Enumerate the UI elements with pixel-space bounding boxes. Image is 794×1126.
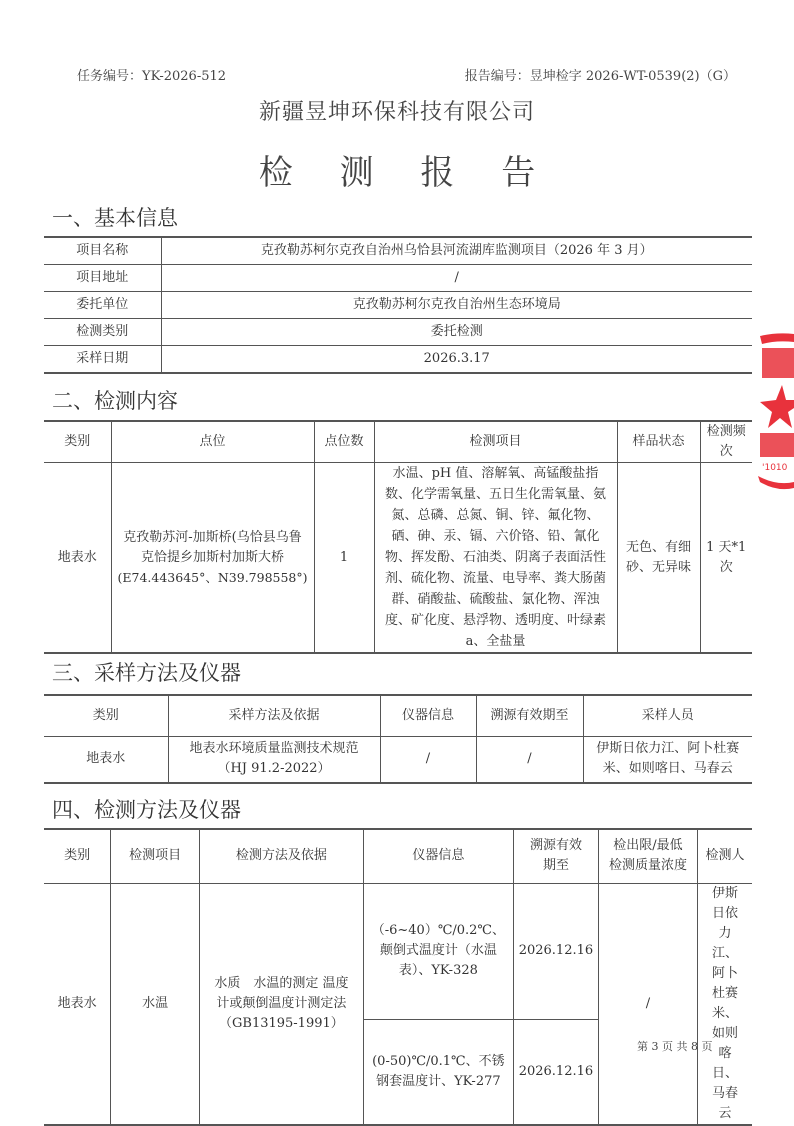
content-table xyxy=(44,420,752,654)
project-address-value: / xyxy=(161,264,752,291)
column-header: 溯源有效期至 xyxy=(476,695,583,736)
frequency-cell: 1 天*1 次 xyxy=(700,463,752,654)
column-header: 仪器信息 xyxy=(380,695,476,736)
column-header: 点位数 xyxy=(314,421,374,463)
column-header: 检测人 xyxy=(698,829,753,883)
section-sampling-heading: 三、采样方法及仪器 xyxy=(52,661,241,685)
table-row xyxy=(44,264,752,291)
test-item-cell: 水温 xyxy=(111,883,200,1125)
table-row xyxy=(44,345,752,373)
table-row xyxy=(44,237,752,264)
sampling-table xyxy=(44,694,752,784)
instrument-info-cell: （-6~40）℃/0.2℃、颠倒式温度计（水温表）、YK-328 xyxy=(363,883,513,1020)
test-items-cell: 水温、pH 值、溶解氧、高锰酸盐指数、化学需氧量、五日生化需氧量、氨氮、总磷、总氮、铜、锌、氟化物、硒、砷、汞、镉、六价铬、铅、氰化物、挥发酚、石油类、阴离子表面活性剂、硫化物、流量、电导率、粪大肠菌群、硝酸盐、硫酸盐、氯化物、浑浊度、矿化度、悬浮物、透明度、叶绿素 a、全盐量 xyxy=(374,463,617,654)
table-row xyxy=(44,463,752,654)
sampling-date-value: 2026.3.17 xyxy=(161,345,752,373)
detection-limit-cell: / xyxy=(598,883,697,1125)
category-cell: 地表水 xyxy=(44,883,111,1125)
valid-until-cell: / xyxy=(476,736,583,783)
seal-stamp-icon xyxy=(752,330,794,490)
table-row xyxy=(44,736,752,783)
sampling-method-name: 地表水环境质量监测技术规范 xyxy=(189,741,359,757)
section-basic-info-heading: 一、基本信息 xyxy=(52,206,178,230)
site-cell xyxy=(111,463,314,654)
tester-cell: 伊斯日依力江、阿卜杜赛米、如则喀日、马春云 xyxy=(698,883,753,1125)
section-content-heading: 二、检测内容 xyxy=(52,389,178,413)
page-number: 第 3 页 共 8 页 xyxy=(637,1040,713,1053)
category-cell: 地表水 xyxy=(44,463,111,654)
basic-info-label: 检测类别 xyxy=(44,318,161,345)
column-header: 检出限/最低检测质量浓度 xyxy=(598,829,697,883)
sampling-method-cell xyxy=(168,736,380,783)
section-testing-heading: 四、检测方法及仪器 xyxy=(52,798,241,822)
test-method-name: 水质 水温的测定 温度计或颠倒温度计测定法 xyxy=(214,975,349,1011)
basic-info-label: 项目名称 xyxy=(44,237,161,264)
column-header: 检测项目 xyxy=(374,421,617,463)
svg-text:'1010: '1010 xyxy=(762,463,788,473)
column-header: 类别 xyxy=(44,695,168,736)
table-header-row xyxy=(44,695,752,736)
report-title: 检 测 报 告 xyxy=(258,153,554,193)
testing-table xyxy=(44,828,752,1126)
instrument-info-cell: (0-50)℃/0.1℃、不锈钢套温度计、YK-277 xyxy=(363,1020,513,1125)
test-method-cell xyxy=(200,883,364,1125)
company-name: 新疆昱坤环保科技有限公司 xyxy=(258,100,535,125)
project-name-value: 克孜勒苏柯尔克孜自治州乌恰县河流湖库监测项目（2026 年 3 月） xyxy=(161,237,752,264)
sampling-method-code: （HJ 91.2-2022） xyxy=(217,761,331,777)
column-header: 仪器信息 xyxy=(363,829,513,883)
column-header: 类别 xyxy=(44,421,111,463)
test-type-value: 委托检测 xyxy=(161,318,752,345)
instrument-cell: / xyxy=(380,736,476,783)
table-row xyxy=(44,883,752,1020)
table-header-row xyxy=(44,829,752,883)
column-header: 采样方法及依据 xyxy=(168,695,380,736)
valid-until-cell: 2026.12.16 xyxy=(513,883,598,1020)
table-row xyxy=(44,318,752,345)
client-value: 克孜勒苏柯尔克孜自治州生态环境局 xyxy=(161,291,752,318)
basic-info-label: 委托单位 xyxy=(44,291,161,318)
table-header-row xyxy=(44,421,752,463)
report-number: 报告编号：昱坤检字 2026-WT-0539(2)（G） xyxy=(464,69,736,84)
column-header: 类别 xyxy=(44,829,111,883)
category-cell: 地表水 xyxy=(44,736,168,783)
sampling-staff-cell: 伊斯日依力江、阿卜杜赛米、如则喀日、马春云 xyxy=(583,736,752,783)
column-header: 溯源有效期至 xyxy=(513,829,598,883)
site-coordinates: (E74.443645°、N39.798558°) xyxy=(117,569,308,585)
site-count-cell: 1 xyxy=(314,463,374,654)
table-row xyxy=(44,291,752,318)
basic-info-label: 项目地址 xyxy=(44,264,161,291)
basic-info-label: 采样日期 xyxy=(44,345,161,373)
column-header: 检测频次 xyxy=(700,421,752,463)
basic-info-table xyxy=(44,236,752,374)
site-name: 克孜勒苏河-加斯桥(乌恰县乌鲁克恰提乡加斯村加斯大桥 xyxy=(123,529,302,565)
task-number: 任务编号：YK-2026-512 xyxy=(77,69,227,84)
column-header: 检测项目 xyxy=(111,829,200,883)
column-header: 样品状态 xyxy=(617,421,700,463)
valid-until-cell: 2026.12.16 xyxy=(513,1020,598,1125)
test-method-code: （GB13195-1991） xyxy=(219,1015,344,1031)
column-header: 点位 xyxy=(111,421,314,463)
column-header: 采样人员 xyxy=(583,695,752,736)
sample-state-cell: 无色、有细砂、无异味 xyxy=(617,463,700,654)
column-header: 检测方法及依据 xyxy=(200,829,364,883)
